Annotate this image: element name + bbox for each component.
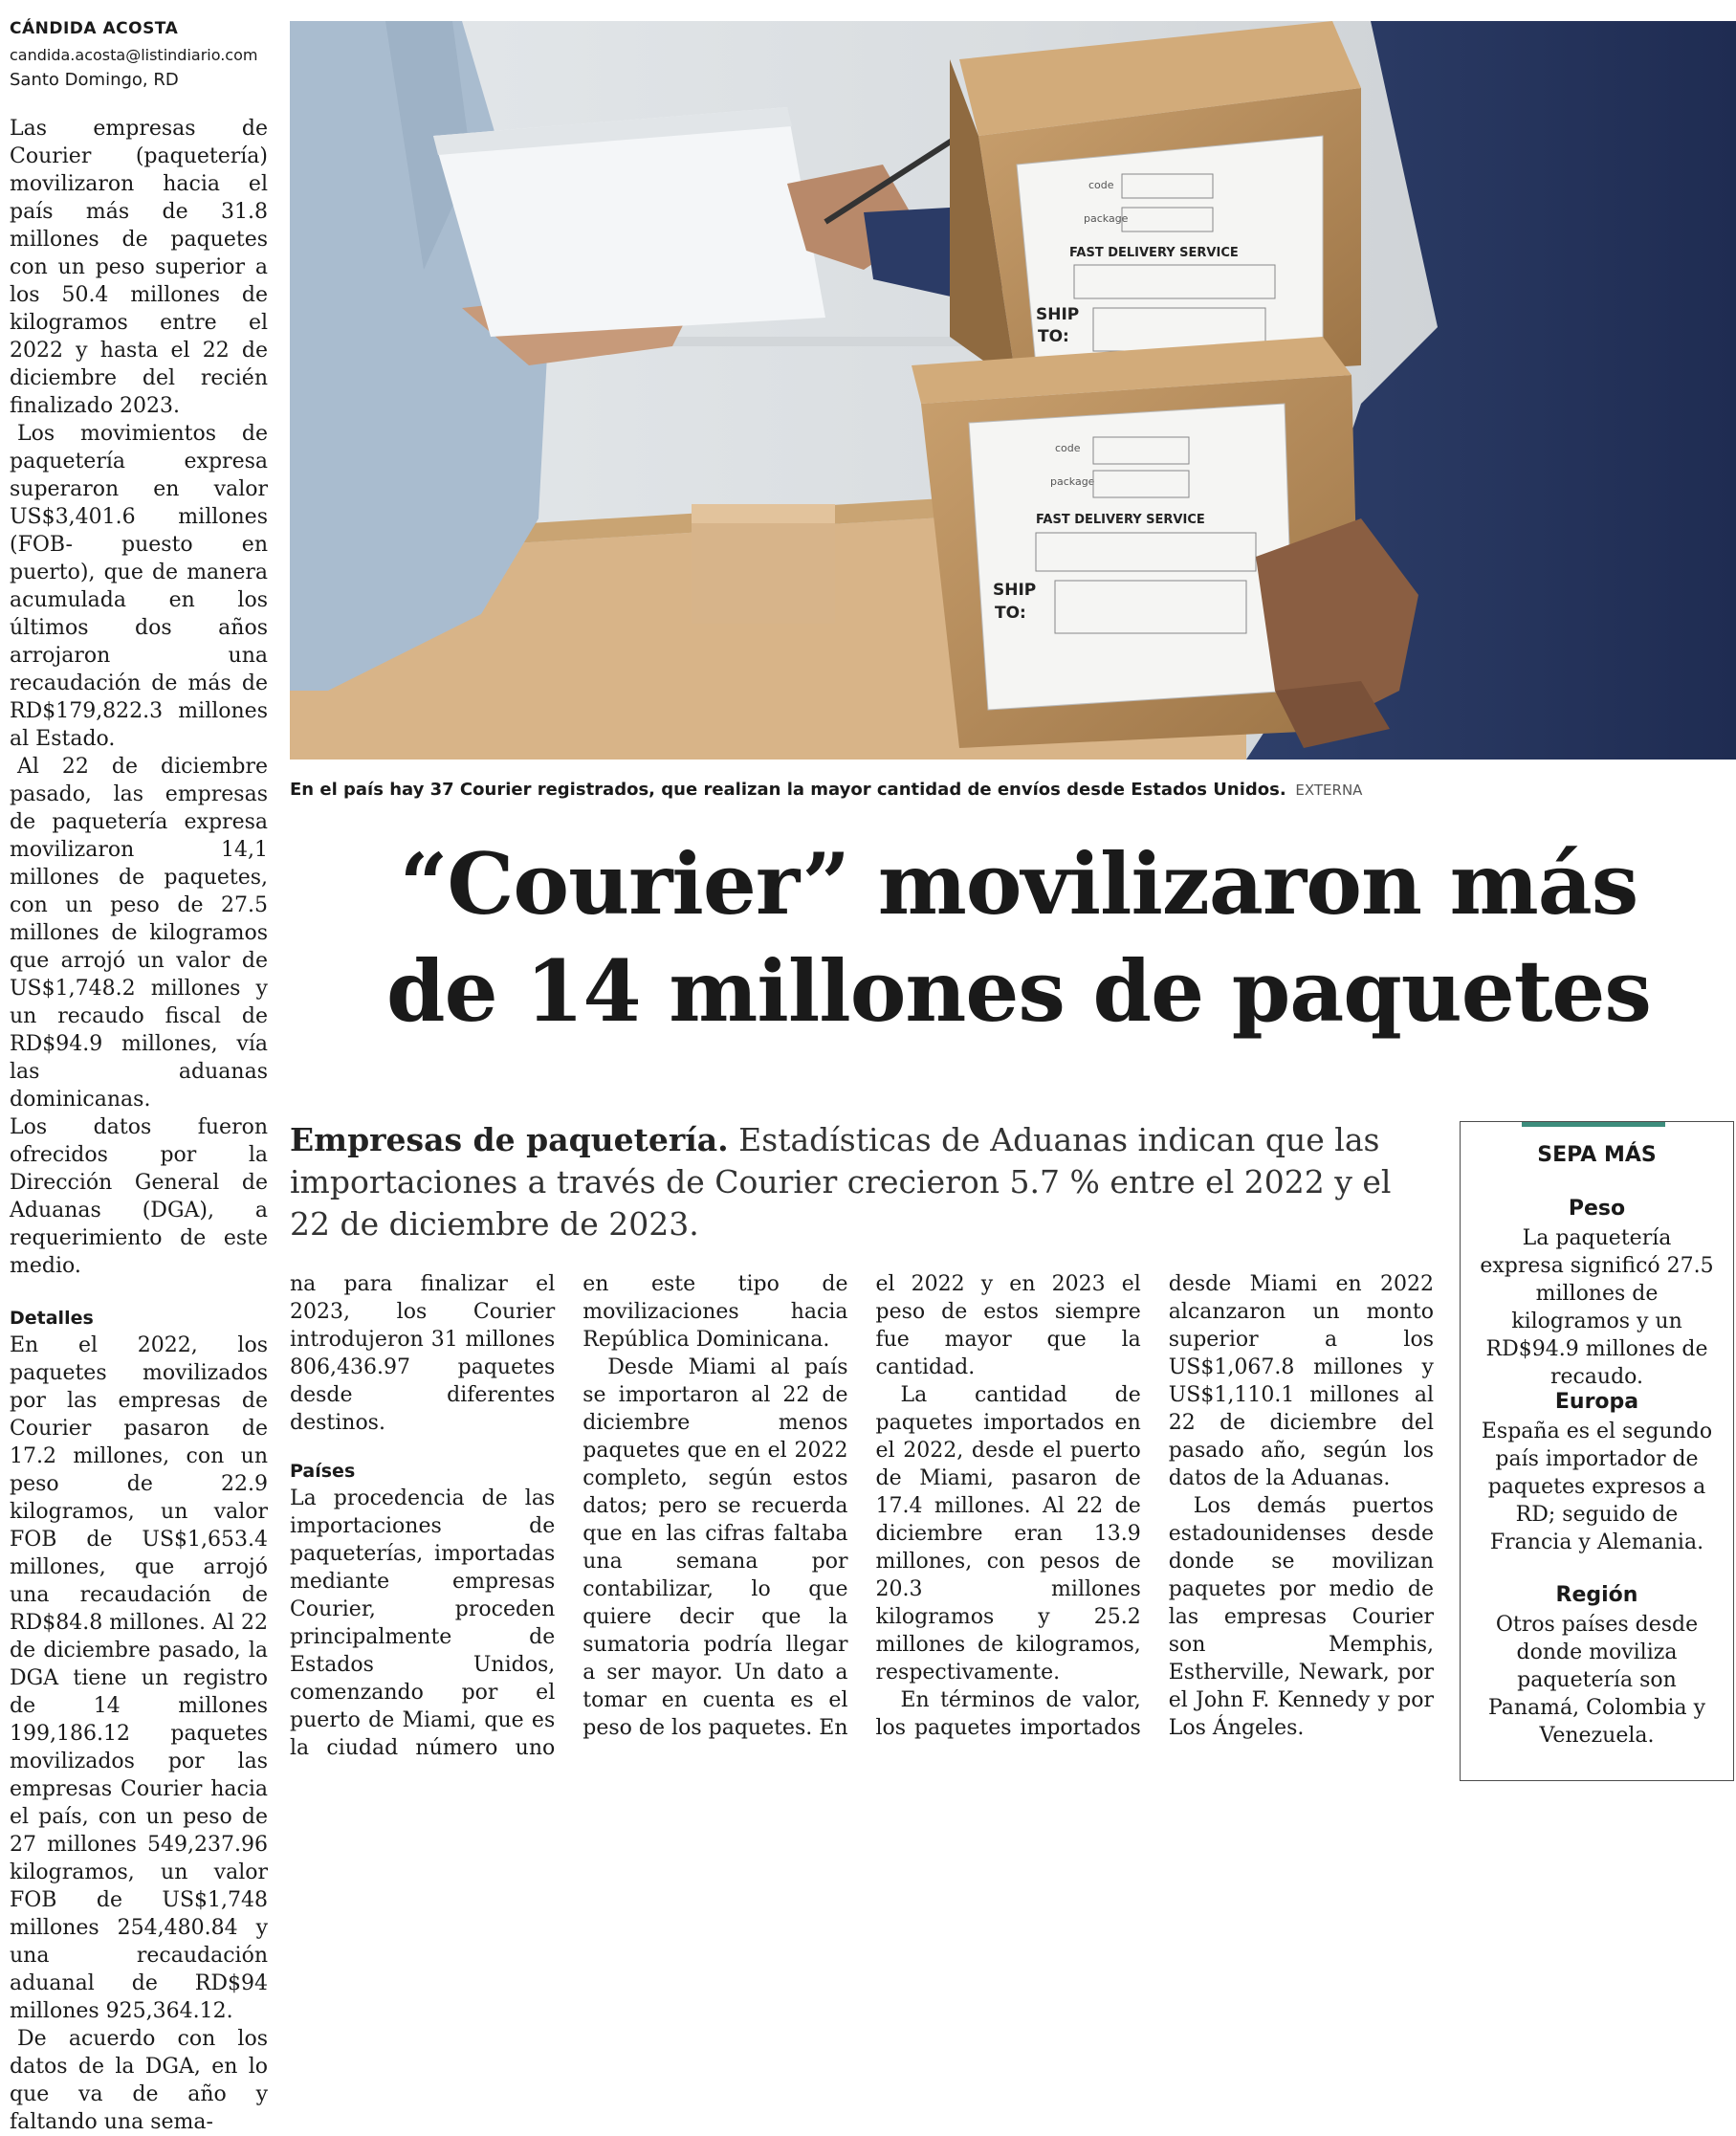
deck-lead: Empresas de paquetería. [290,1121,729,1158]
author-email[interactable]: candida.acosta@listindiario.com [10,46,258,64]
label-fast-delivery: FAST DELIVERY SERVICE [1069,246,1239,260]
caption-text: En el país hay 37 Courier registrados, que realizan la mayor cantidad de envíos desde Estados Unidos. [290,780,1286,800]
byline [10,19,277,90]
sidebar-heading: Europa [1554,1390,1639,1414]
label-package: package [1084,212,1129,225]
paragraph: En el 2022, los paquetes movilizados por las empresas de Courier pasaron de 17.2 millones, con un peso de 22.9 kilogramos, un valor FOB de US$1,653.4 millones, que arrojó una recaudación de RD$84.8 millones. Al 22 de diciembre pasado, la DGA tiene un registro de 14 millones 199,186.12 paquetes movilizados por las empresas Courier hacia el país, con un peso de 27 millones 549,237.96 kilogramos, un valor FOB de US$1,748 millones 254,480.84 y una recaudación aduanal de RD$94 millones 925,364.12. [10,1333,268,2023]
headline [306,830,1731,1045]
label-fast-delivery-2: FAST DELIVERY SERVICE [1036,513,1205,527]
sidebar-text: La paquetería expresa significó 27.5 millones de kilogramos y un RD$94.9 millones de recaudo. [1480,1226,1714,1389]
label-ship: SHIP [1036,305,1080,324]
body-columns [290,1270,1434,1768]
label-to-2: TO: [995,604,1026,623]
sidebar-text: Otros países desde donde moviliza paquetería son Panamá, Colombia y Venezuela. [1487,1613,1706,1748]
sidebar-accent-bar [1522,1122,1665,1127]
subheading-detalles: Detalles [10,1308,94,1329]
paragraph: Al 22 de diciembre pasado, las empresas de paquetería expresa movilizaron 14,1 millones de paquetes, con un peso de 27.5 millones de kilogramos que arrojó un valor de US$1,748.2 millones y un recaudo fiscal de RD$94.9 millones, vía las aduanas dominicanas. [10,755,268,1112]
label-ship-2: SHIP [993,581,1037,600]
left-column-body [10,115,268,2136]
paragraph: De acuerdo con los datos de la DGA, en lo que va de año y faltando una sema- [10,2027,268,2134]
photo-caption [290,780,1725,800]
deck-text: Estadísticas de Aduanas indican que las importaciones a través de Courier crecieron 5.7 % entre el 2022 y el 22 de diciembre de 2023. [290,1121,1392,1243]
sidebar-section-europa [1461,1390,1733,1556]
paragraph: Desde Miami al país se importaron al 22 de diciembre menos paquetes que en el 2022 completo, según estos datos; pero se recuerda que en las cifras faltaba una semana por contabilizar, lo que quiere decir que la sumatoria podría llegar a ser mayor. Un dato a tomar en cuenta es el peso de los paquetes. En el 2022 y en 2023 el peso de estos siempre fue mayor que la cantidad. [582,1272,1141,1740]
paragraph: na para finalizar el 2023, los Courier introdujeron 31 millones 806,436.97 paquetes desde diferentes destinos. [290,1272,556,1435]
sidebar-section-peso [1461,1197,1733,1391]
label-code: code [1088,179,1114,191]
sidebar-heading: Peso [1568,1197,1626,1221]
headline-line-2: de 14 millones de paquetes [386,941,1651,1041]
paragraph: En términos de valor, los paquetes importados desde Miami en 2022 alcanzaron un monto superior a los US$1,067.8 millones y US$1,110.1 millones al 22 de diciembre del pasado año, según los datos de la Aduanas. [875,1272,1434,1740]
paragraph: Los datos fueron ofrecidos por la Dirección General de Aduanas (DGA), a requerimiento de este medio. [10,1115,268,1278]
sidebar-title: SEPA MÁS [1537,1143,1657,1167]
hero-photo [290,21,1736,760]
courier-photo-illustration [290,21,1736,760]
paragraph: La cantidad de paquetes importados en el 2022, desde el puerto de Miami, pasaron de 17.4 millones. Al 22 de diciembre eran 13.9 millones, con pesos de 20.3 millones kilogramos y 25.2 millones de kilogramos, respectivamente. [875,1383,1141,1685]
author-name: CÁNDIDA ACOSTA [10,19,179,38]
label-to: TO: [1038,327,1069,346]
paragraph: Los movimientos de paquetería expresa superaron en valor US$3,401.6 millones (FOB- puesto en puerto), que de manera acumulada en los últimos dos años arrojaron una recaudación de más de RD$179,822.3 millones al Estado. [10,422,268,751]
paragraph: Las empresas de Courier (paquetería) movilizaron hacia el país más de 31.8 millones de paquetes con un peso superior a los 50.4 millones de kilogramos entre el 2022 y hasta el 22 de diciembre del recién finalizado 2023. [10,117,268,418]
deck [290,1119,1438,1245]
sidebar-section-region [1461,1583,1733,1750]
label-package-2: package [1050,475,1095,488]
sidebar-heading: Región [1555,1583,1638,1607]
paragraph: La procedencia de las importaciones de paqueterías, importadas mediante empresas Courier, proceden principalmente de Estados Unidos, comenzando por el puerto de Miami, que es la ciudad número uno en este tipo de movilizaciones hacia República Dominicana. [290,1272,848,1760]
label-code-2: code [1055,442,1081,454]
caption-credit: EXTERNA [1295,782,1363,799]
headline-line-1: “Courier” movilizaron más [399,834,1638,934]
author-location: Santo Domingo, RD [10,70,179,90]
sepa-mas-box [1460,1121,1734,1781]
paragraph: Los demás puertos estadounidenses desde donde se movilizan paquetes por medio de las empresas Courier son Memphis, Estherville, Newark, por el John F. Kennedy y por Los Ángeles. [1168,1494,1434,1740]
sidebar-text: España es el segundo país importador de paquetes expresos a RD; seguido de Francia y Alemania. [1481,1420,1713,1554]
subheading-paises: Países [290,1461,356,1482]
